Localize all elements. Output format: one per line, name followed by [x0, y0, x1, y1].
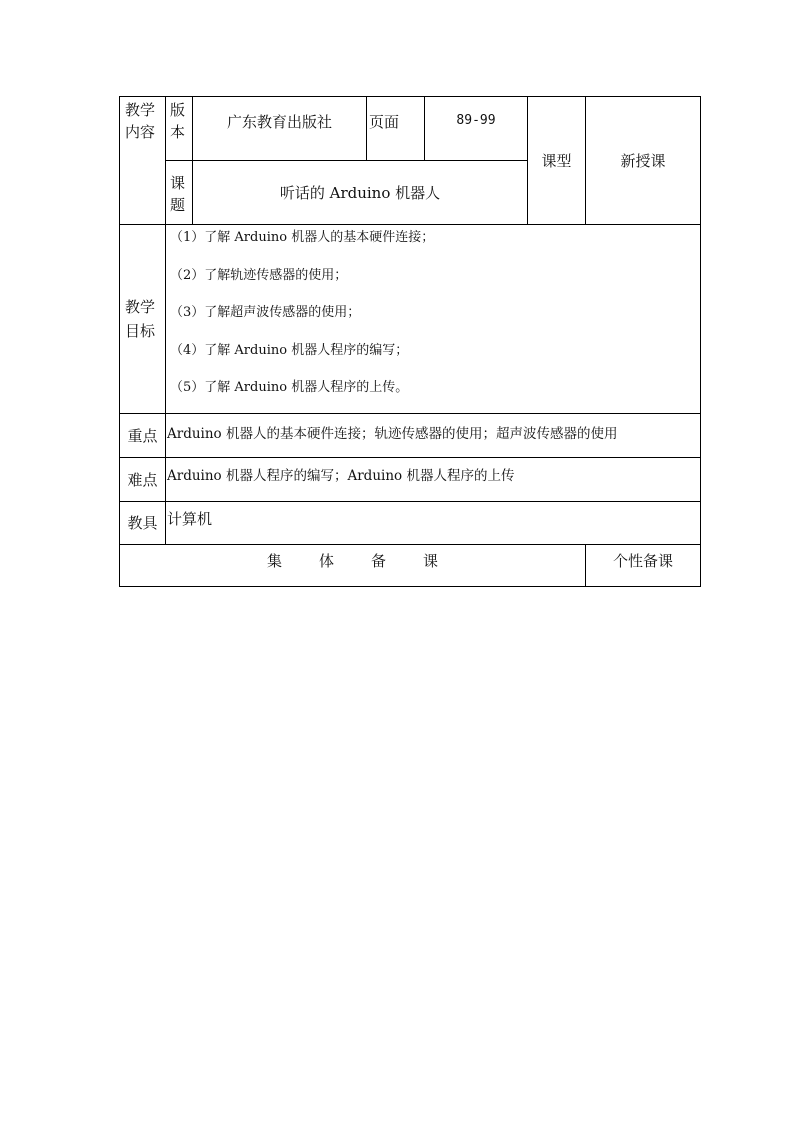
page-range-cell — [425, 97, 528, 161]
objective-item: （3）了解超声波传感器的使用； — [170, 305, 361, 320]
objectives-row — [120, 225, 701, 414]
lesson-plan-table — [119, 96, 701, 587]
topic-label-cell — [166, 161, 193, 225]
key-points-label: 重点 — [127, 426, 158, 445]
personal-prep-cell — [586, 544, 701, 586]
key-points-row — [120, 413, 701, 457]
tools-label-cell — [120, 501, 166, 544]
topic-value: 听话的 Arduino 机器人 — [279, 184, 441, 202]
publisher-text: 广东教育出版社 — [226, 113, 332, 131]
edition-label: 版本 — [170, 101, 186, 141]
objectives-label-cell — [120, 225, 166, 414]
tools-text: 计算机 — [167, 509, 213, 528]
page-label-cell — [367, 97, 425, 161]
collective-prep-char: 备 — [370, 551, 386, 570]
collective-prep-char: 课 — [422, 551, 438, 570]
objectives-list-cell — [166, 225, 701, 414]
key-points-text: Arduino 机器人的基本硬件连接；轨迹传感器的使用；超声波传感器的使用 — [167, 425, 618, 442]
teaching-content-label: 教学内容 — [125, 101, 156, 141]
header-row-1 — [120, 97, 701, 161]
lesson-type-value-cell — [586, 97, 701, 225]
objective-item: （4）了解 Arduino 机器人程序的编写； — [170, 342, 409, 358]
topic-value-cell — [193, 161, 528, 225]
page-label: 页面 — [369, 113, 400, 131]
objectives-label: 教学目标 — [125, 297, 156, 340]
lesson-type-label: 课型 — [541, 152, 572, 170]
lesson-type-label-cell — [528, 97, 586, 225]
collective-prep-cell — [120, 544, 586, 586]
difficulties-label-cell — [120, 457, 166, 501]
objective-item: （2）了解轨迹传感器的使用； — [170, 267, 348, 283]
tools-row — [120, 501, 701, 544]
publisher-cell — [193, 97, 367, 161]
teaching-content-label-cell — [120, 97, 166, 225]
difficulties-text: Arduino 机器人程序的编写；Arduino 机器人程序的上传 — [167, 467, 515, 484]
difficulties-row — [120, 457, 701, 501]
lesson-type-value: 新授课 — [620, 152, 666, 170]
difficulties-label: 难点 — [127, 470, 158, 489]
key-points-text-cell — [166, 413, 701, 457]
footer-row — [120, 544, 701, 586]
tools-text-cell — [166, 501, 701, 544]
key-points-label-cell — [120, 413, 166, 457]
collective-prep-char: 集 — [266, 551, 282, 570]
topic-label: 课题 — [170, 173, 186, 214]
difficulties-text-cell — [166, 457, 701, 501]
objective-item: （5）了解 Arduino 机器人程序的上传。 — [170, 380, 409, 395]
objective-item: （1）了解 Arduino 机器人的基本硬件连接； — [170, 230, 435, 245]
tools-label: 教具 — [127, 514, 158, 532]
page-range: 89-99 — [456, 113, 496, 128]
edition-label-cell — [166, 97, 193, 161]
collective-prep-char: 体 — [318, 551, 334, 570]
personal-prep-label: 个性备课 — [612, 551, 673, 570]
